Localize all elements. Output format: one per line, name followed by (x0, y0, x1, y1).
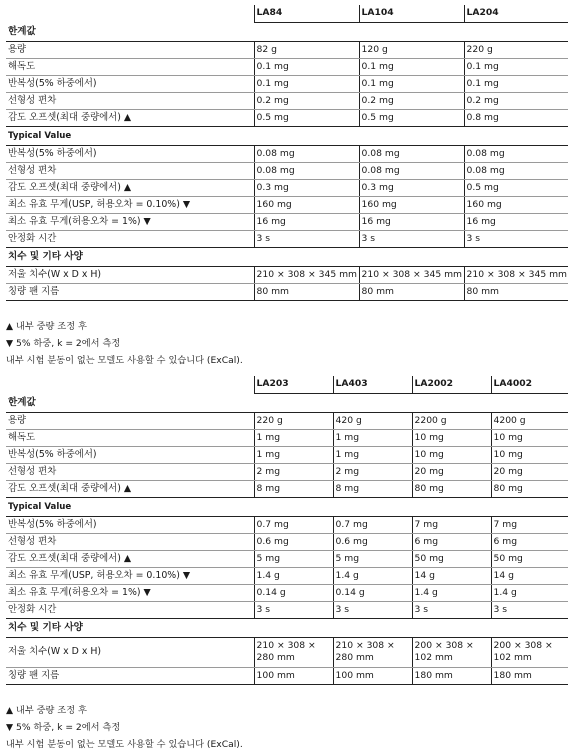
table-row: 칭량 팬 지름 80 mm 80 mm 80 mm (6, 283, 568, 300)
model-name: LA84 (254, 5, 359, 22)
section-typical: Typical Value (6, 126, 568, 145)
table-row: 감도 오프셋(최대 중량에서) ▲ 0.5 mg 0.5 mg 0.8 mg (6, 109, 568, 126)
table-row: 용량 220 g 420 g 2200 g 4200 g (6, 412, 568, 429)
model-name: LA4002 (491, 376, 568, 393)
footnote-triangle-down: ▼ 5% 하중, k = 2에서 측정 (6, 722, 121, 733)
table-row: 감도 오프셋(최대 중량에서) ▲ 8 mg 8 mg 80 mg 80 mg (6, 480, 568, 497)
table-row: 선형성 편차 0.2 mg 0.2 mg 0.2 mg (6, 92, 568, 109)
table-row: 선형성 편차 0.6 mg 0.6 mg 6 mg 6 mg (6, 533, 568, 550)
footnote-triangle-up: ▲ 내부 중량 조정 후 (6, 321, 87, 332)
section-limits: 한계값 (6, 393, 568, 412)
table-row: 반복성(5% 하중에서) 0.08 mg 0.08 mg 0.08 mg (6, 145, 568, 162)
table-row: 반복성(5% 하중에서) 0.7 mg 0.7 mg 7 mg 7 mg (6, 516, 568, 533)
footnote-triangle-down: ▼ 5% 하중, k = 2에서 측정 (6, 338, 121, 349)
section-typical: Typical Value (6, 497, 568, 516)
table-row: 저울 치수(W x D x H) 210 × 308 × 280 mm 210 × 308 × 280 mm 200 × 308 × 102 mm 200 × 308 × 102 mm (6, 637, 568, 667)
section-limits: 한계값 (6, 22, 568, 41)
table-row: 저울 치수(W x D x H) 210 × 308 × 345 mm 210 × 308 × 345 mm 210 × 308 × 345 mm (6, 266, 568, 283)
table-row: 최소 유효 무게(USP, 허용오차 = 0.10%) ▼ 1.4 g 1.4 g 14 g 14 g (6, 567, 568, 584)
table-row: 반복성(5% 하중에서) 0.1 mg 0.1 mg 0.1 mg (6, 75, 568, 92)
model-name: LA104 (359, 5, 464, 22)
model-name: LA203 (254, 376, 333, 393)
table-row: 용량 82 g 120 g 220 g (6, 41, 568, 58)
model-name: LA2002 (412, 376, 491, 393)
table-row: 반복성(5% 하중에서) 1 mg 1 mg 10 mg 10 mg (6, 446, 568, 463)
model-name: LA204 (464, 5, 568, 22)
footnote-triangle-up: ▲ 내부 중량 조정 후 (6, 705, 87, 716)
table-row: 안정화 시간 3 s 3 s 3 s (6, 230, 568, 247)
footnote-excal: 내부 시험 분동이 없는 모델도 사용할 수 있습니다 (ExCal). (6, 355, 243, 366)
table-row: 해독도 1 mg 1 mg 10 mg 10 mg (6, 429, 568, 446)
spec-table-block2 (6, 376, 568, 685)
table-row: 해독도 0.1 mg 0.1 mg 0.1 mg (6, 58, 568, 75)
spec-table-block1 (6, 5, 568, 301)
footnote-excal: 내부 시험 분동이 없는 모델도 사용할 수 있습니다 (ExCal). (6, 739, 243, 750)
model-header-row (6, 5, 568, 22)
table-row: 선형성 편차 2 mg 2 mg 20 mg 20 mg (6, 463, 568, 480)
model-header-row (6, 376, 568, 393)
table-row: 선형성 편차 0.08 mg 0.08 mg 0.08 mg (6, 162, 568, 179)
header-blank (6, 5, 254, 22)
table-row: 감도 오프셋(최대 중량에서) ▲ 0.3 mg 0.3 mg 0.5 mg (6, 179, 568, 196)
section-dimensions: 치수 및 기타 사양 (6, 618, 568, 637)
table-row: 감도 오프셋(최대 중량에서) ▲ 5 mg 5 mg 50 mg 50 mg (6, 550, 568, 567)
model-name: LA403 (333, 376, 412, 393)
header-blank (6, 376, 254, 393)
table-row: 최소 유효 무게(USP, 허용오차 = 0.10%) ▼ 160 mg 160 mg 160 mg (6, 196, 568, 213)
table-row: 최소 유효 무게(허용오차 = 1%) ▼ 0.14 g 0.14 g 1.4 g 1.4 g (6, 584, 568, 601)
table-row: 칭량 팬 지름 100 mm 100 mm 180 mm 180 mm (6, 667, 568, 684)
section-dimensions: 치수 및 기타 사양 (6, 247, 568, 266)
table-row: 안정화 시간 3 s 3 s 3 s 3 s (6, 601, 568, 618)
table-row: 최소 유효 무게(허용오차 = 1%) ▼ 16 mg 16 mg 16 mg (6, 213, 568, 230)
